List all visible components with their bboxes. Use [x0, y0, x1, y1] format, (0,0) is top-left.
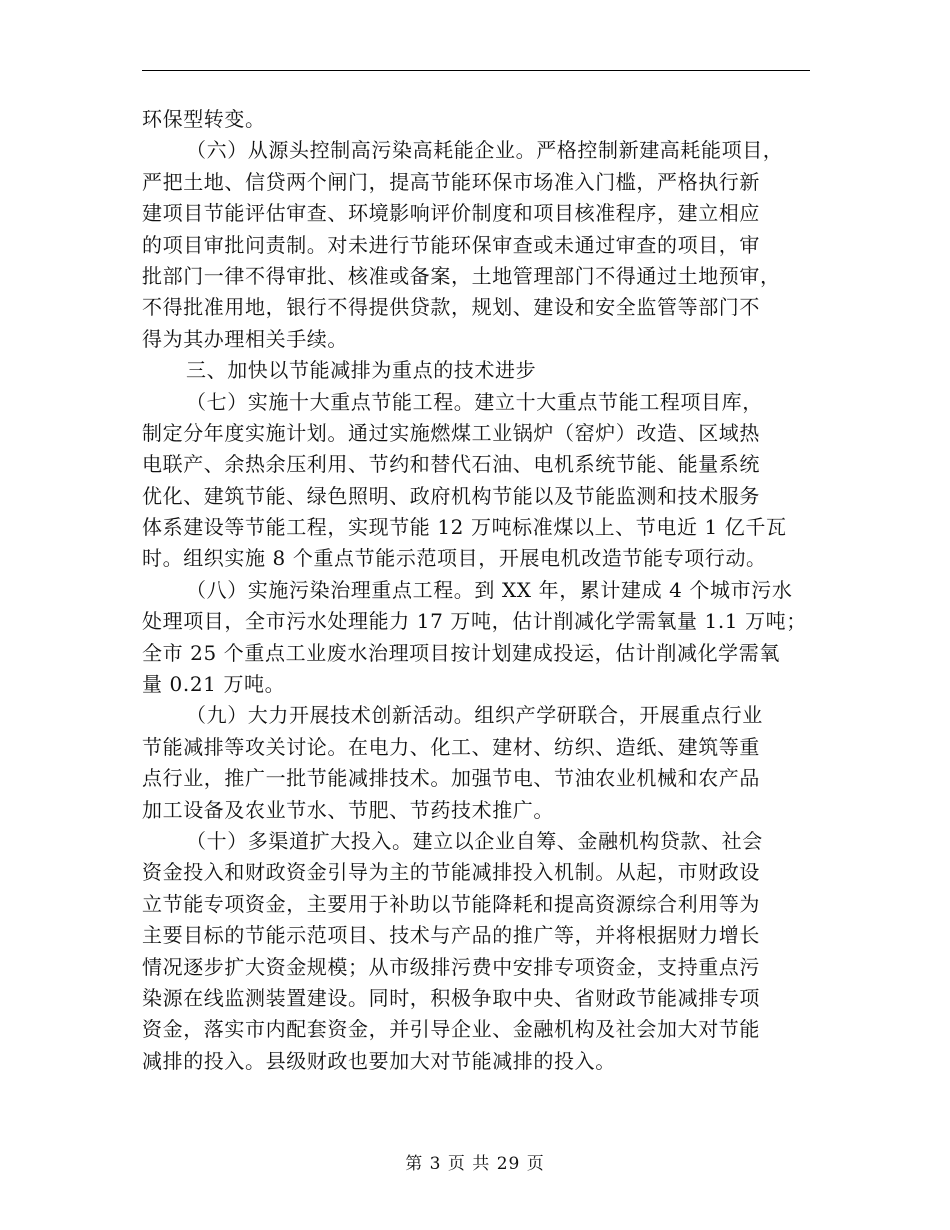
- text-line: 时。组织实施 8 个重点节能示范项目，开展电机改造节能专项行动。: [142, 546, 767, 571]
- text-line: 批部门一律不得审批、核准或备案，土地管理部门不得通过土地预审，: [142, 263, 781, 288]
- text-line: 建项目节能评估审查、环境影响评价制度和项目核准程序，建立相应: [142, 201, 760, 226]
- text-line: 立节能专项资金，主要用于补助以节能降耗和提高资源综合利用等为: [142, 891, 760, 916]
- text-line: 优化、建筑节能、绿色照明、政府机构节能以及节能监测和技术服务: [142, 483, 760, 508]
- text-line: 制定分年度实施计划。通过实施燃煤工业锅炉（窑炉）改造、区域热: [142, 420, 760, 445]
- text-line: 情况逐步扩大资金规模；从市级排污费中安排专项资金，支持重点污: [142, 954, 760, 979]
- text-line: 处理项目，全市污水处理能力 17 万吨，估计削减化学需氧量 1.1 万吨；: [142, 609, 807, 634]
- text-line: 不得批准用地，银行不得提供贷款，规划、建设和安全监管等部门不: [142, 295, 760, 320]
- text-line: （九）大力开展技术创新活动。组织产学研联合，开展重点行业: [186, 703, 763, 728]
- document-body: [142, 104, 810, 1077]
- header-rule: [142, 70, 810, 71]
- text-line: 电联产、余热余压利用、节约和替代石油、电机系统节能、能量系统: [142, 452, 760, 477]
- text-line: 减排的投入。县级财政也要加大对节能减排的投入。: [142, 1048, 616, 1073]
- text-line: 三、加快以节能减排为重点的技术进步: [186, 358, 537, 383]
- text-line: 的项目审批问责制。对未进行节能环保审查或未通过审查的项目，审: [142, 232, 760, 257]
- text-line: 环保型转变。: [142, 107, 266, 131]
- text-line: 点行业，推广一批节能减排技术。加强节电、节油农业机械和农产品: [142, 766, 760, 791]
- text-line: 加工设备及农业节水、节肥、节药技术推广。: [142, 797, 554, 822]
- text-line: 体系建设等节能工程，实现节能 12 万吨标准煤以上、节电近 1 亿千瓦: [142, 515, 787, 540]
- text-line: （十）多渠道扩大投入。建立以企业自筹、金融机构贷款、社会: [186, 828, 763, 853]
- page-number-footer: 第 3 页 共 29 页: [405, 1154, 545, 1174]
- text-line: （七）实施十大重点节能工程。建立十大重点节能工程项目库，: [186, 389, 763, 414]
- text-line: （八）实施污染治理重点工程。到 XX 年，累计建成 4 个城市污水: [186, 577, 793, 602]
- text-line: 节能减排等攻关讨论。在电力、化工、建材、纺织、造纸、建筑等重: [142, 734, 760, 759]
- text-line: 严把土地、信贷两个闸门，提高节能环保市场准入门槛，严格执行新: [142, 169, 760, 194]
- text-line: 资金投入和财政资金引导为主的节能减排投入机制。从起，市财政设: [142, 860, 760, 885]
- text-line: （六）从源头控制高污染高耗能企业。严格控制新建高耗能项目，: [186, 138, 784, 163]
- text-line: 主要目标的节能示范项目、技术与产品的推广等，并将根据财力增长: [142, 923, 760, 948]
- text-line: 染源在线监测装置建设。同时，积极争取中央、省财政节能减排专项: [142, 985, 760, 1010]
- text-line: 资金，落实市内配套资金，并引导企业、金融机构及社会加大对节能: [142, 1017, 760, 1042]
- text-line: 得为其办理相关手续。: [142, 326, 348, 351]
- text-line: 量 0.21 万吨。: [142, 672, 286, 697]
- text-line: 全市 25 个重点工业废水治理项目按计划建成投运，估计削减化学需氧: [142, 640, 780, 665]
